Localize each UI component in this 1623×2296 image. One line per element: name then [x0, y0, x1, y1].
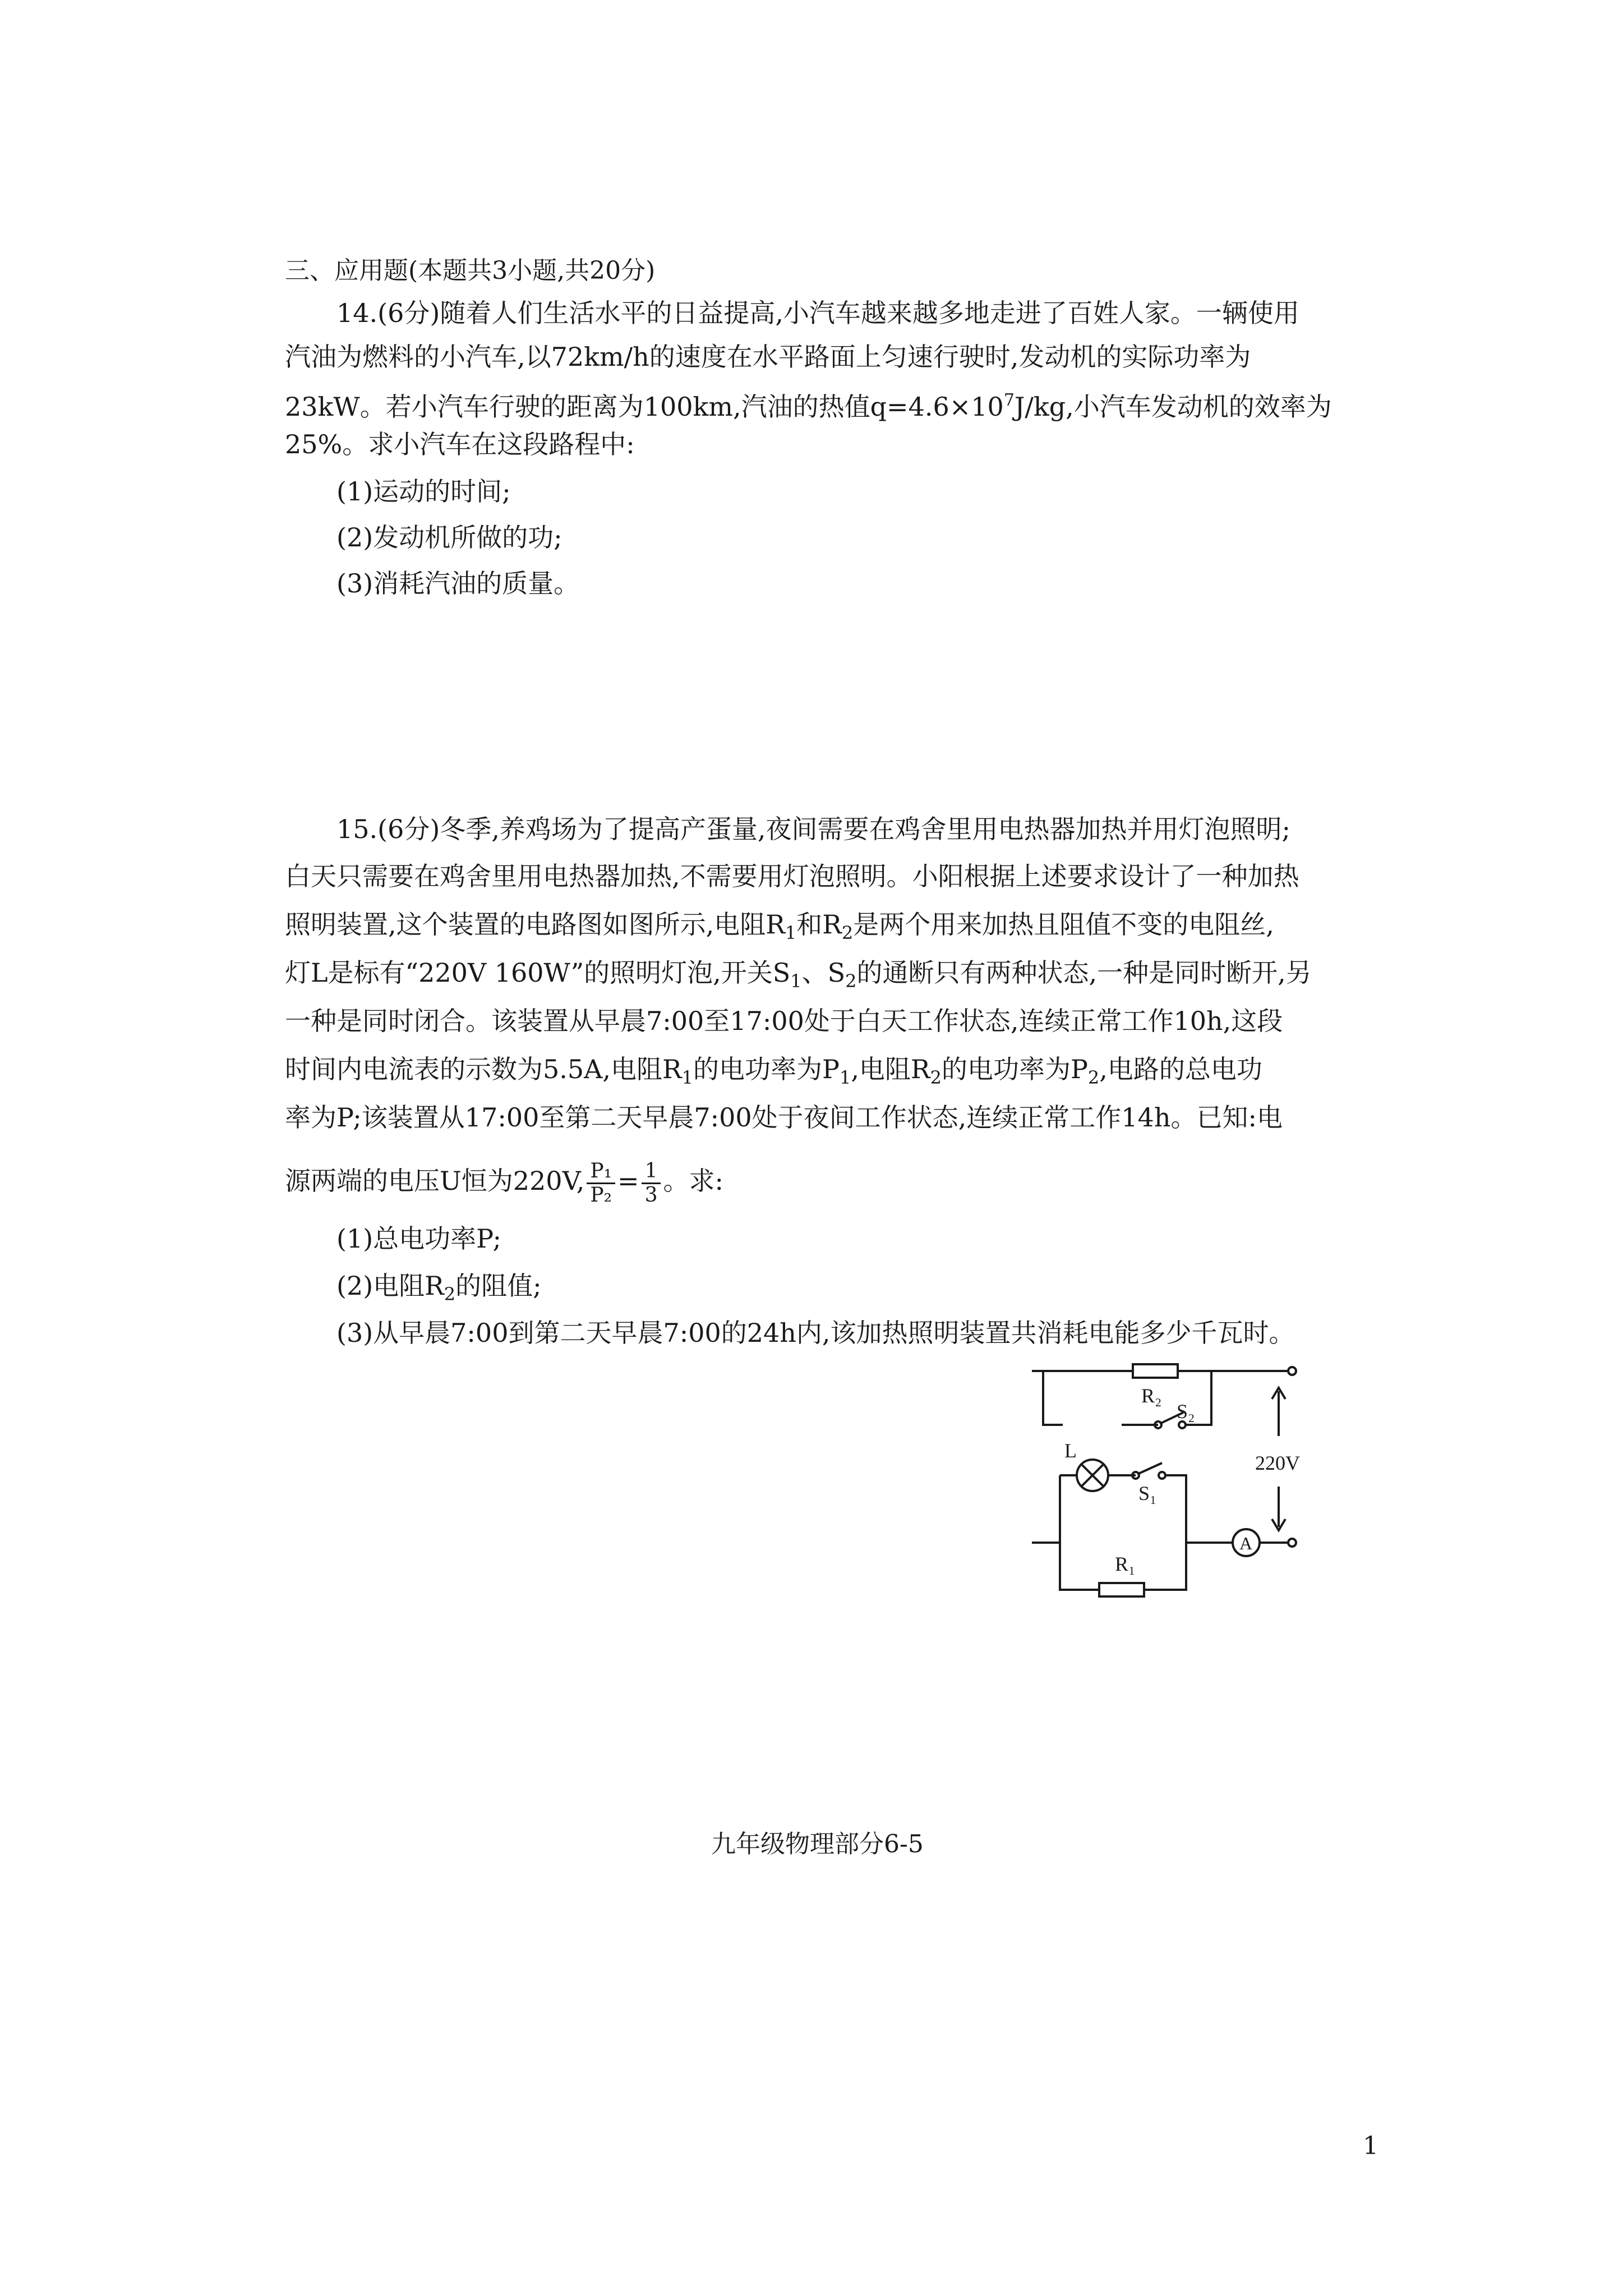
label-voltage: 220V	[1255, 1452, 1300, 1474]
switch-s1-blade	[1137, 1463, 1162, 1474]
page-number: 1	[1363, 2132, 1378, 2160]
q15-item-2: (2)电阻$R_2$的阻值;	[336, 1271, 542, 1305]
q14-item-2: (2)发动机所做的功;	[336, 522, 562, 553]
resistor-r2	[1133, 1364, 1178, 1378]
terminal-top	[1288, 1367, 1296, 1375]
q15-line-7: 率为P;该装置从17:00至第二天早晨7:00处于夜间工作状态,连续正常工作14h。已知:电	[285, 1102, 1283, 1133]
section-title: 三、应用题(本题共3小题,共20分)	[285, 256, 656, 285]
q15-line-5: 一种是同时闭合。该装置从早晨7:00至17:00处于白天工作状态,连续正常工作10h,这段	[285, 1006, 1283, 1036]
circuit-diagram	[1032, 1363, 1346, 1599]
q14-line-2: 汽油为燃料的小汽车,以72km/h的速度在水平路面上匀速行驶时,发动机的实际功率为	[285, 342, 1251, 372]
lamp-cross	[1081, 1464, 1104, 1487]
q14-item-1: (1)运动的时间;	[336, 476, 511, 507]
left-wire	[1032, 1371, 1060, 1543]
q15-line-3: 照明装置,这个装置的电路图如图所示,电阻$R_1$和$R_2$是两个用来加热且阻值不变的电阻丝,	[285, 909, 1274, 944]
terminal-bottom	[1288, 1539, 1296, 1547]
label-r2: R₂	[1141, 1384, 1162, 1407]
q14-item-3: (3)消耗汽油的质量。	[336, 568, 580, 599]
q14-line-4: 25%。求小汽车在这段路程中:	[285, 429, 635, 459]
footer: 九年级物理部分6-5	[711, 1830, 924, 1858]
ratio-value-fraction: $\frac{1}{3}$	[642, 1160, 661, 1207]
label-r1: R₁	[1115, 1553, 1136, 1575]
q15-item-1: (1)总电功率P;	[336, 1223, 501, 1254]
q15-item-3: (3)从早晨7:00到第二天早晨7:00的24h内,该加热照明装置共消耗电能多少千瓦时。	[336, 1318, 1295, 1348]
label-l: L	[1064, 1439, 1077, 1462]
q15-line-4: 灯L是标有“220V 160W”的照明灯泡,开关$S_1$、$S_2$的通断只有两种状态,一种是同时断开,另	[285, 958, 1312, 992]
label-s1: S₁	[1138, 1482, 1157, 1504]
q15-line-6: 时间内电流表的示数为5.5A,电阻$R_1$的电功率为$P_1$,电阻$R_2$的电功率为$P_2$,电路的总电功	[285, 1054, 1262, 1088]
q15-line-1: 15.(6分)冬季,养鸡场为了提高产蛋量,夜间需要在鸡舍里用电热器加热并用灯泡照明;	[336, 814, 1291, 844]
q14-line-1: 14.(6分)随着人们生活水平的日益提高,小汽车越来越多地走进了百姓人家。一辆使用	[336, 298, 1299, 328]
resistor-r1	[1099, 1583, 1144, 1596]
q15-line-2: 白天只需要在鸡舍里用电热器加热,不需要用灯泡照明。小阳根据上述要求设计了一种加热	[285, 861, 1299, 891]
label-s2: S₂	[1177, 1400, 1195, 1423]
lamp-branch-wire	[1060, 1475, 1186, 1543]
label-ammeter: A	[1239, 1533, 1253, 1553]
switch-s1-contact-right	[1159, 1472, 1165, 1479]
power-ratio-fraction: $\frac{\text{P₁}}{\text{P₂}}$	[587, 1160, 615, 1207]
q14-line-3: 23kW。若小汽车行驶的距离为100km,汽油的热值$q=4.6\times 10^7J/kg$,小汽车发动机的效率为	[285, 390, 1332, 422]
q15-line-8: 源两端的电压U恒为220V, $\frac{\text{P₁}}{\text{P₂}}$ = $\frac{1}{3}$ 。求:	[285, 1159, 723, 1207]
